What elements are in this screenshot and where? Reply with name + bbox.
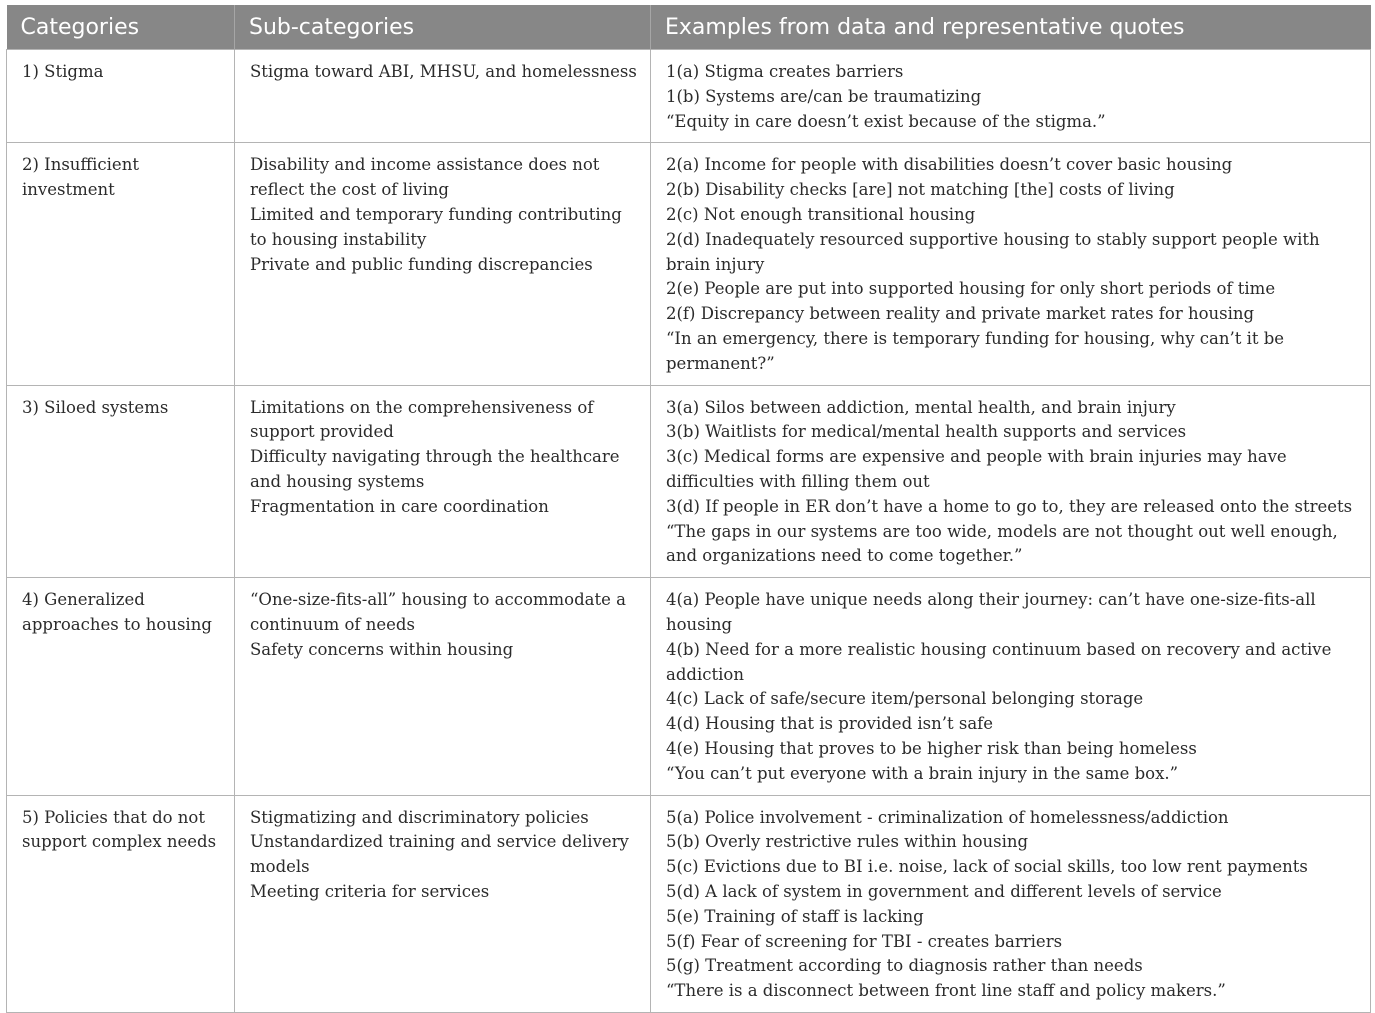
category-label: 4) Generalized approaches to housing bbox=[22, 590, 212, 634]
representative-quote: “There is a disconnect between front line staff and policy makers.” bbox=[666, 981, 1226, 1001]
sub-categories-cell bbox=[235, 143, 651, 385]
example-item: 5(c) Evictions due to BI i.e. noise, lack of social skills, too low rent payments bbox=[666, 857, 1308, 877]
example-item: 2(f) Discrepancy between reality and private market rates for housing bbox=[666, 304, 1255, 324]
example-item: 4(b) Need for a more realistic housing continuum based on recovery and active addiction bbox=[666, 639, 1337, 684]
example-item: 5(g) Treatment according to diagnosis rather than needs bbox=[666, 956, 1143, 976]
category-cell bbox=[7, 143, 235, 385]
examples-cell bbox=[651, 385, 1371, 578]
header-sub-categories: Sub-categories bbox=[235, 5, 651, 50]
example-item: 5(d) A lack of system in government and different levels of service bbox=[666, 881, 1222, 901]
sub-category-item: Limitations on the comprehensiveness of support provided bbox=[250, 397, 599, 442]
sub-category-item: Stigmatizing and discriminatory policies bbox=[250, 807, 589, 827]
categories-table bbox=[6, 5, 1371, 1013]
example-item: 4(c) Lack of safe/secure item/personal belonging storage bbox=[666, 689, 1144, 709]
category-cell bbox=[7, 50, 235, 143]
example-item: 5(b) Overly restrictive rules within housing bbox=[666, 832, 1029, 852]
example-item: 2(e) People are put into supported housing for only short periods of time bbox=[666, 279, 1276, 299]
example-item: 4(e) Housing that proves to be higher risk than being homeless bbox=[666, 738, 1197, 758]
example-item: 3(c) Medical forms are expensive and people with brain injuries may have difficulties with filling them out bbox=[666, 447, 1292, 491]
representative-quote: “In an emergency, there is temporary funding for housing, why can’t it be permanent?” bbox=[666, 328, 1290, 373]
example-item: 2(c) Not enough transitional housing bbox=[666, 204, 976, 224]
table-row bbox=[7, 795, 1371, 1012]
table-row bbox=[7, 50, 1371, 143]
table-row bbox=[7, 143, 1371, 385]
example-item: 1(a) Stigma creates barriers bbox=[666, 62, 904, 81]
table-header bbox=[7, 5, 1371, 50]
sub-category-item: Meeting criteria for services bbox=[250, 881, 490, 901]
representative-quote: “The gaps in our systems are too wide, models are not thought out well enough, and organizations need to come together.” bbox=[666, 521, 1344, 566]
table-row bbox=[7, 385, 1371, 578]
example-item: 2(a) Income for people with disabilities doesn’t cover basic housing bbox=[666, 155, 1233, 175]
category-label: 2) Insufficient investment bbox=[22, 155, 145, 200]
example-item: 5(e) Training of staff is lacking bbox=[666, 906, 924, 926]
sub-category-item: Safety concerns within housing bbox=[250, 639, 514, 659]
example-item: 1(b) Systems are/can be traumatizing bbox=[666, 86, 982, 106]
example-item: 2(b) Disability checks [are] not matching [the] costs of living bbox=[666, 180, 1175, 200]
table-body bbox=[7, 50, 1371, 1013]
sub-categories-cell bbox=[235, 795, 651, 1012]
category-cell bbox=[7, 795, 235, 1012]
sub-category-item: Difficulty navigating through the healthcare and housing systems bbox=[250, 447, 625, 491]
representative-quote: “Equity in care doesn’t exist because of the stigma.” bbox=[666, 111, 1106, 131]
example-item: 3(a) Silos between addiction, mental health, and brain injury bbox=[666, 397, 1176, 417]
header-row bbox=[7, 5, 1371, 50]
category-label: 5) Policies that do not support complex needs bbox=[22, 807, 217, 852]
sub-categories-cell bbox=[235, 578, 651, 795]
categories-table-container bbox=[6, 5, 1370, 1013]
sub-category-item: Disability and income assistance does not reflect the cost of living bbox=[250, 155, 605, 200]
examples-cell bbox=[651, 143, 1371, 385]
sub-category-item: “One-size-fits-all” housing to accommodate a continuum of needs bbox=[250, 590, 632, 634]
header-examples: Examples from data and representative quotes bbox=[651, 5, 1371, 50]
example-item: 3(d) If people in ER don’t have a home to go to, they are released onto the streets bbox=[666, 496, 1353, 516]
category-label: 1) Stigma bbox=[22, 62, 104, 81]
example-item: 4(a) People have unique needs along their journey: can’t have one-size-fits-all housing bbox=[666, 590, 1321, 634]
sub-category-item: Fragmentation in care coordination bbox=[250, 496, 549, 516]
examples-cell bbox=[651, 795, 1371, 1012]
table-row bbox=[7, 578, 1371, 795]
category-cell bbox=[7, 385, 235, 578]
sub-category-item: Limited and temporary funding contributing to housing instability bbox=[250, 204, 628, 249]
examples-cell bbox=[651, 50, 1371, 143]
sub-categories-cell bbox=[235, 385, 651, 578]
category-label: 3) Siloed systems bbox=[22, 397, 169, 417]
representative-quote: “You can’t put everyone with a brain injury in the same box.” bbox=[666, 763, 1179, 783]
example-item: 5(f) Fear of screening for TBI - creates barriers bbox=[666, 931, 1063, 951]
example-item: 5(a) Police involvement - criminalization of homelessness/addiction bbox=[666, 807, 1229, 827]
sub-category-item: Stigma toward ABI, MHSU, and homelessness bbox=[250, 62, 637, 81]
sub-category-item: Private and public funding discrepancies bbox=[250, 254, 593, 274]
sub-categories-cell bbox=[235, 50, 651, 143]
example-item: 3(b) Waitlists for medical/mental health supports and services bbox=[666, 422, 1187, 442]
header-categories: Categories bbox=[7, 5, 235, 50]
example-item: 2(d) Inadequately resourced supportive housing to stably support people with brain injury bbox=[666, 229, 1325, 274]
examples-cell bbox=[651, 578, 1371, 795]
example-item: 4(d) Housing that is provided isn’t safe bbox=[666, 714, 994, 734]
sub-category-item: Unstandardized training and service delivery models bbox=[250, 832, 635, 877]
category-cell bbox=[7, 578, 235, 795]
